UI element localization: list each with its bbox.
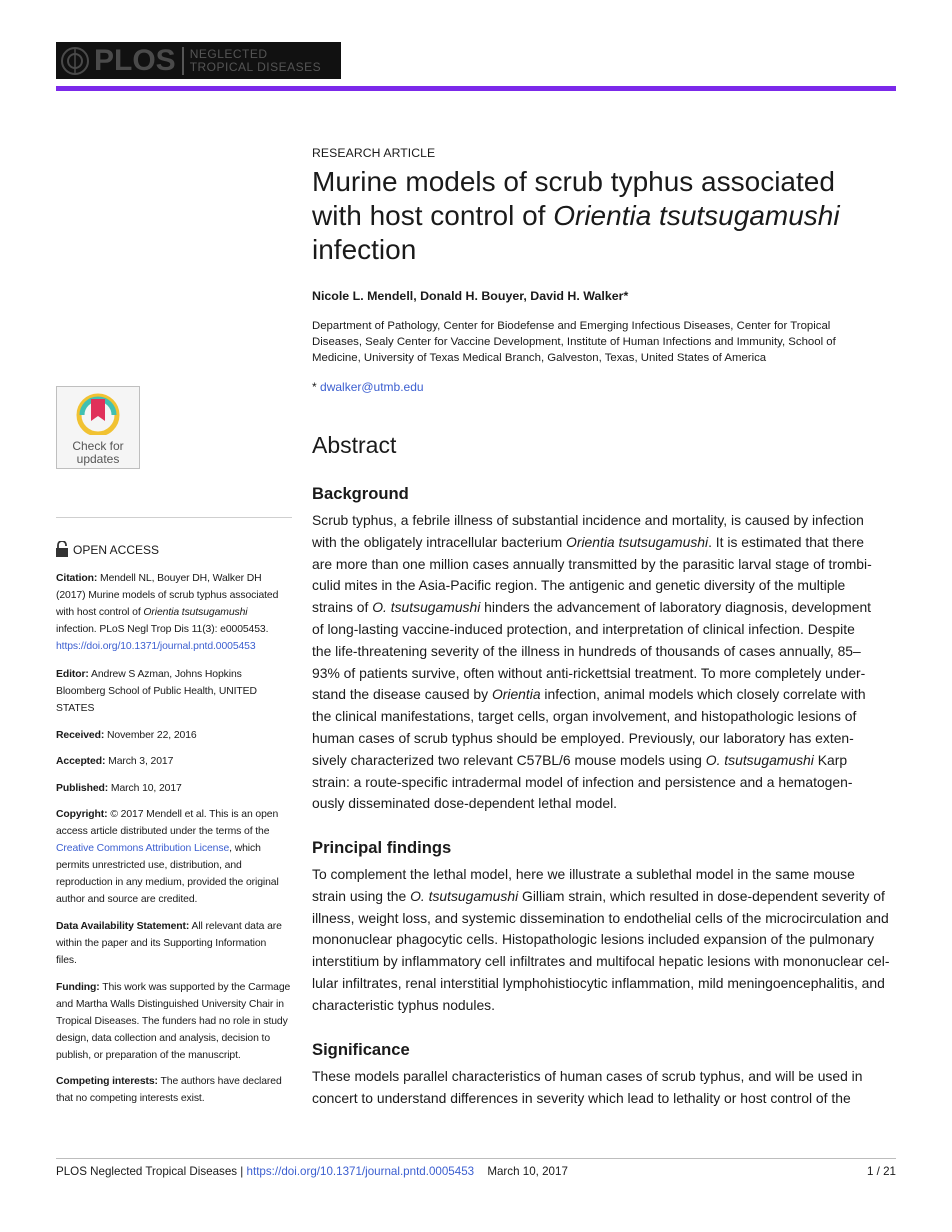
crossmark-icon	[70, 391, 126, 435]
competing-interests-block	[56, 1073, 296, 1107]
species-name: O. tsutsugamushi	[372, 599, 481, 616]
citation-text: infection. PLoS Negl Trop Dis 11(3): e0005453.	[56, 624, 269, 635]
paragraph-line: human cases of scrub typhus should be employed. Previously, our laboratory has exten-	[312, 729, 854, 746]
paragraph-line: mononuclear phagocytic cells. Histopathologic lesions included expansion of the pulmonary	[312, 931, 875, 948]
check-line2: updates	[76, 452, 120, 466]
editor-label: Editor:	[56, 669, 89, 680]
text-run: stand the disease caused by	[312, 686, 492, 703]
accepted-date	[56, 753, 296, 770]
data-availability-label: Data Availability Statement:	[56, 921, 190, 932]
received-date	[56, 727, 296, 744]
citation-block	[56, 570, 296, 655]
logo-journal-line2: TROPICAL DISEASES	[189, 59, 322, 74]
paragraph-line: 93% of patients survive, often without anti-rickettsial treatment. To more completely under-	[312, 664, 866, 681]
paragraph-line: concert to understand differences in severity which lead to lethality or host control of the	[312, 1089, 851, 1106]
findings-heading: Principal findings	[312, 838, 452, 857]
copyright-label: Copyright:	[56, 809, 108, 820]
funding-text: publish, or preparation of the manuscript.	[56, 1050, 241, 1061]
species-name: O. tsutsugamushi	[410, 887, 519, 904]
text-run: strains of	[312, 599, 373, 616]
published-value: March 10, 2017	[110, 783, 182, 794]
footer-rule	[56, 1158, 896, 1159]
logo-journal-name	[190, 48, 321, 74]
findings-paragraph	[312, 864, 898, 1017]
text-run: infection, animal models which closely correlate with	[540, 686, 866, 703]
funding-block	[56, 979, 296, 1064]
funding-text: This work was supported by the Carmage	[102, 982, 291, 993]
paragraph-line: illness, weight loss, and systemic dissemination to endothelial cells of the microcirculation and	[312, 909, 889, 926]
species-name: Orientia tsutsugamushi	[566, 533, 709, 550]
logo-journal-line1: NEGLECTED	[189, 46, 268, 61]
logo-separator	[182, 47, 184, 75]
copyright-text: © 2017 Mendell et al. This is an open	[110, 809, 279, 820]
title-line: with host control of	[312, 200, 554, 231]
editor-block	[56, 666, 296, 717]
text-run: strain using the	[312, 887, 411, 904]
corresponding-email	[312, 380, 424, 394]
check-updates-label	[57, 440, 139, 466]
open-access-badge	[56, 541, 159, 557]
footer-date: March 10, 2017	[487, 1165, 568, 1178]
paragraph-line: strain: a route-specific intradermal model of infection and persistence and a hematogen-	[312, 773, 853, 790]
competing-interests-text: that no competing interests exist.	[56, 1093, 205, 1104]
email-mark: *	[312, 380, 317, 394]
editor-text: STATES	[56, 703, 95, 714]
text-run: Gilliam strain, which resulted in dose-dependent severity of	[518, 887, 885, 904]
copyright-block	[56, 806, 296, 908]
citation-species: Orientia tsutsugamushi	[143, 607, 248, 618]
footer-doi-link[interactable]: https://doi.org/10.1371/journal.pntd.0005453	[246, 1165, 475, 1178]
title-line: Murine models of scrub typhus associated	[312, 166, 835, 197]
affiliation-line: Diseases, Sealy Center for Vaccine Development, Institute of Human Infections and Immunity, School of	[312, 336, 836, 348]
affiliation	[312, 318, 892, 366]
species-name: Orientia	[491, 686, 541, 703]
received-value: November 22, 2016	[107, 730, 197, 741]
copyright-text: reproduction in any medium, provided the original	[56, 877, 279, 888]
paragraph-line: interstitium by inflammatory cell infiltrates and multifocal hepatic lesions with mononuclear cel-	[312, 953, 890, 970]
background-paragraph	[312, 510, 898, 815]
copyright-text: permits unrestricted use, distribution, and	[56, 860, 242, 871]
corresponding-mark: *	[623, 289, 629, 303]
paragraph-line	[312, 597, 898, 619]
check-for-updates-badge[interactable]	[56, 386, 140, 469]
text-run: with the obligately intracellular bacterium	[312, 533, 567, 550]
authors-text: Nicole L. Mendell, Donald H. Bouyer, David H. Walker	[312, 289, 624, 303]
logo-text: PLOS	[94, 43, 176, 77]
text-run: . It is estimated that there	[708, 533, 865, 550]
open-access-label: OPEN ACCESS	[73, 543, 160, 557]
header-rule	[56, 86, 896, 91]
copyright-text: author and source are credited.	[56, 894, 198, 905]
paragraph-line: lular infiltrates, renal interstitial lymphohistiocytic inflammation, mild meningoencephalitis, and	[312, 974, 885, 991]
email-link[interactable]: dwalker@utmb.edu	[320, 380, 424, 394]
paragraph-line: the life-threatening severity of the illness in hundreds of thousands of cases annually, 85–	[312, 642, 861, 659]
funding-text: and Martha Walls Distinguished University Chair in	[56, 999, 284, 1010]
data-availability-block	[56, 918, 296, 969]
paragraph-line: characteristic typhus nodules.	[312, 996, 495, 1013]
affiliation-line: Department of Pathology, Center for Biodefense and Emerging Infectious Diseases, Center for Tropical	[312, 320, 831, 332]
data-availability-text: files.	[56, 955, 77, 966]
species-name: O. tsutsugamushi	[705, 751, 814, 768]
paragraph-line	[312, 684, 898, 706]
footer-journal: PLOS Neglected Tropical Diseases |	[56, 1165, 244, 1178]
text-run: sively characterized two relevant C57BL/6 mouse models using	[312, 751, 706, 768]
article-type: RESEARCH ARTICLE	[312, 146, 436, 160]
accepted-value: March 3, 2017	[108, 756, 174, 767]
paragraph-line: These models parallel characteristics of human cases of scrub typhus, and will be used in	[312, 1068, 863, 1084]
funding-label: Funding:	[56, 982, 100, 993]
text-run: hinders the advancement of laboratory diagnosis, development	[480, 599, 872, 616]
background-heading: Background	[312, 484, 409, 503]
article-title	[312, 165, 902, 267]
accepted-label: Accepted:	[56, 756, 106, 767]
abstract-heading: Abstract	[312, 432, 397, 458]
funding-text: Tropical Diseases. The funders had no role in study	[56, 1016, 288, 1027]
page-number: 1 / 21	[866, 1165, 896, 1178]
affiliation-line: Medicine, University of Texas Medical Branch, Galveston, Texas, United States of America	[312, 352, 767, 364]
open-lock-icon	[56, 541, 68, 557]
citation-text: Mendell NL, Bouyer DH, Walker DH	[100, 573, 262, 584]
paragraph-line: the clinical manifestations, target cells, organ involvement, and histopathologic lesions of	[312, 708, 857, 725]
paragraph-line: To complement the lethal model, here we illustrate a sublethal model in the same mouse	[312, 866, 855, 882]
author-list	[312, 289, 628, 303]
check-line1: Check for	[72, 439, 124, 453]
license-link[interactable]: Creative Commons Attribution License	[56, 843, 230, 854]
paragraph-line	[312, 750, 898, 772]
paragraph-line: ously disseminated dose-dependent lethal model.	[312, 795, 618, 812]
paragraph-line: Scrub typhus, a febrile illness of substantial incidence and mortality, is caused by infection	[312, 512, 864, 528]
significance-heading: Significance	[312, 1040, 410, 1059]
title-line: infection	[312, 234, 417, 265]
competing-interests-label: Competing interests:	[56, 1076, 158, 1087]
published-date	[56, 780, 296, 797]
sidebar-divider	[56, 517, 292, 518]
paragraph-line	[312, 886, 898, 908]
paragraph-line	[312, 532, 898, 554]
plos-logo-icon	[60, 46, 90, 76]
significance-paragraph	[312, 1066, 898, 1110]
title-species: Orientia tsutsugamushi	[553, 200, 840, 231]
editor-text: Bloomberg School of Public Health, UNITED	[56, 686, 257, 697]
footer-citation	[56, 1165, 568, 1178]
copyright-text: access article distributed under the terms of the	[56, 826, 270, 837]
citation-text: (2017) Murine models of scrub typhus associated	[56, 590, 279, 601]
paragraph-line: culid mites in the Asia-Pacific region. The antigenic and genetic diversity of the multiple	[312, 577, 846, 594]
text-run: Karp	[813, 751, 848, 768]
funding-text: design, data collection and analysis, decision to	[56, 1033, 271, 1044]
competing-interests-text: The authors have declared	[160, 1076, 282, 1087]
published-label: Published:	[56, 783, 109, 794]
data-availability-text: All relevant data are	[191, 921, 282, 932]
data-availability-text: within the paper and its Supporting Information	[56, 938, 267, 949]
paragraph-line: of long-lasting vaccine-induced protection, and interpretation of clinical infection. Despite	[312, 620, 855, 637]
paragraph-line: are more than one million cases annually transmitted by the parasitic larval stage of trombi-	[312, 555, 872, 572]
citation-doi-link[interactable]: https://doi.org/10.1371/journal.pntd.0005453	[56, 641, 256, 652]
received-label: Received:	[56, 730, 105, 741]
citation-text: with host control of	[56, 607, 144, 618]
editor-text: Andrew S Azman, Johns Hopkins	[91, 669, 242, 680]
journal-logo[interactable]	[56, 42, 341, 79]
copyright-text: , which	[229, 843, 261, 854]
citation-label: Citation:	[56, 573, 98, 584]
